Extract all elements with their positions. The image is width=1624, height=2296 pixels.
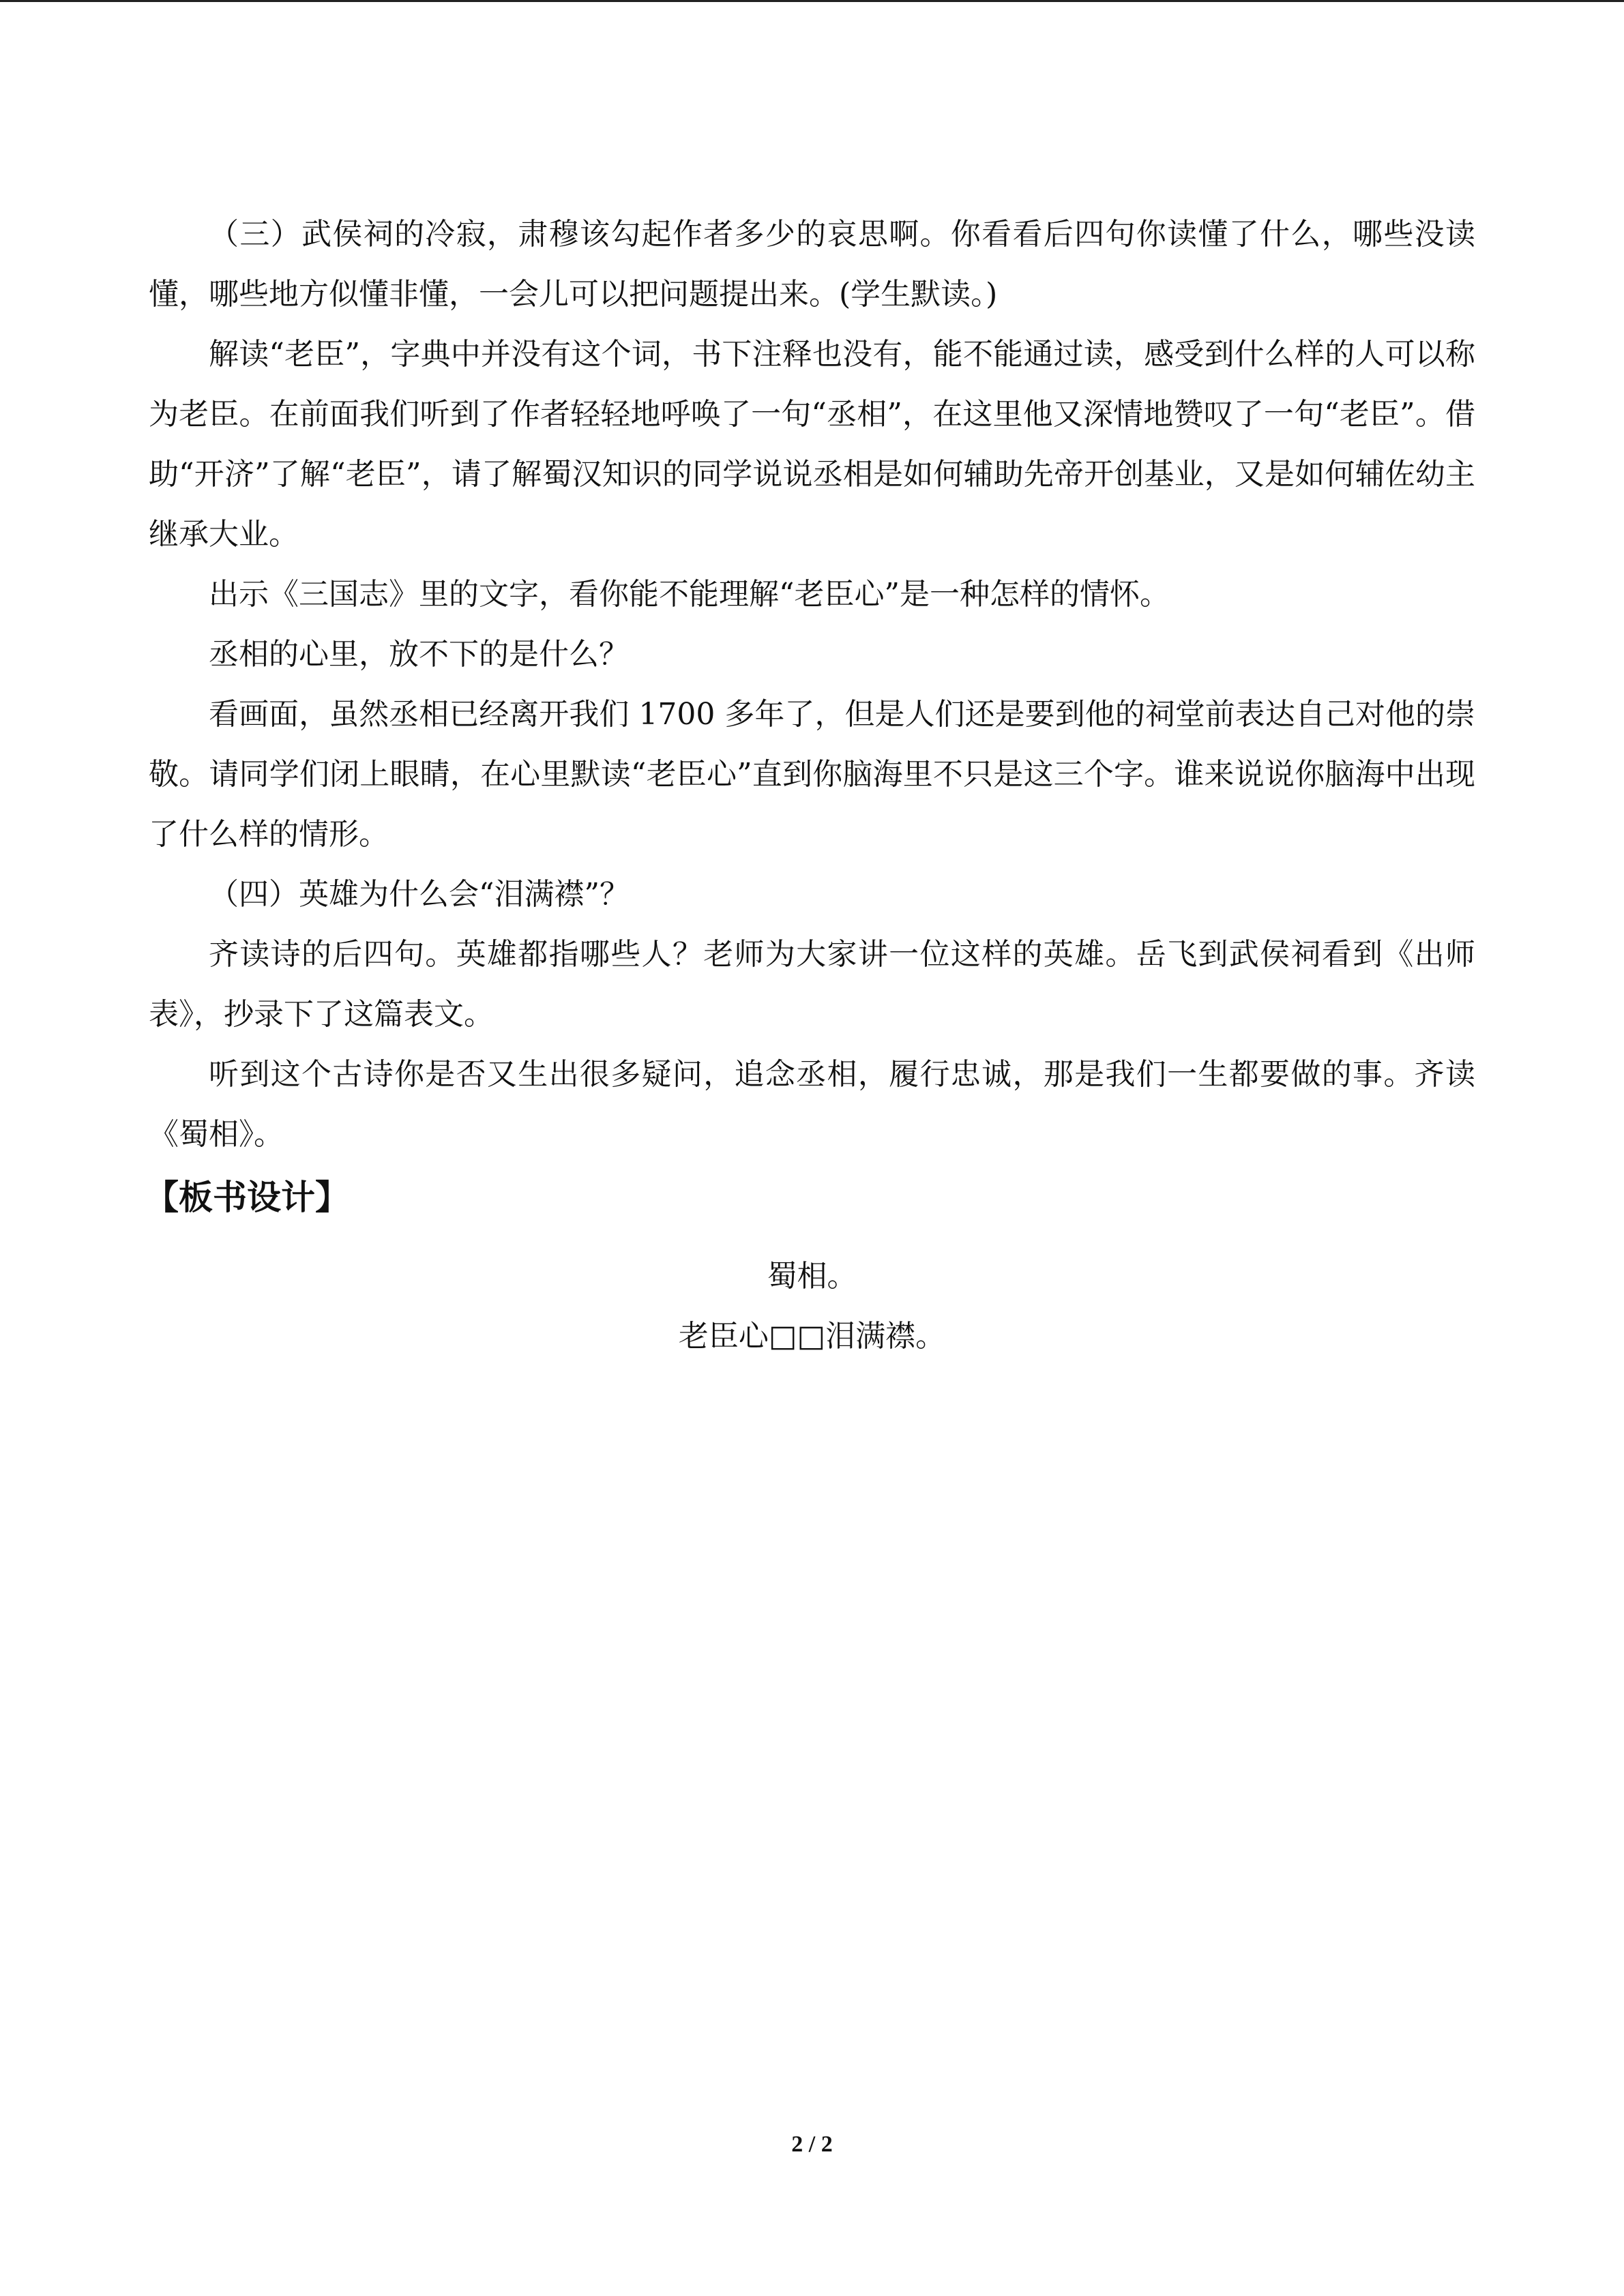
paragraph-picture: 看画面，虽然丞相已经离开我们 1700 多年了，但是人们还是要到他的祠堂前表达自己对他的崇敬。请同学们闭上眼睛，在心里默读“老臣心”直到你脑海里不只是这三个字。谁来说说你脑海中出现了什么样的情形。 xyxy=(149,697,1475,852)
paragraph-sanguozhi: 出示《三国志》里的文字，看你能不能理解“老臣心”是一种怎样的情怀。 xyxy=(209,577,1170,612)
board-line-title: 蜀相。 xyxy=(767,1259,857,1294)
top-border-line xyxy=(0,0,1624,2)
board-line-summary: 老臣心□□泪满襟。 xyxy=(678,1319,946,1354)
page-number: 2 / 2 xyxy=(791,2132,833,2157)
board-design xyxy=(149,1247,1475,1367)
paragraph-heroes: 齐读诗的后四句。英雄都指哪些人？老师为大家讲一位这样的英雄。岳飞到武侯祠看到《出师表》，抄录下了这篇表文。 xyxy=(149,937,1475,1032)
paragraph-section-four: （四）英雄为什么会“泪满襟”？ xyxy=(209,877,630,912)
paragraph-closing: 听到这个古诗你是否又生出很多疑问，追念丞相，履行忠诚，那是我们一生都要做的事。齐读《蜀相》。 xyxy=(149,1057,1475,1152)
paragraph-section-three: （三）武侯祠的冷寂，肃穆该勾起作者多少的哀思啊。你看看后四句你读懂了什么，哪些没读懂，哪些地方似懂非懂，一会儿可以把问题提出来。(学生默读。) xyxy=(149,217,1475,312)
paragraph-old-minister: 解读“老臣”，字典中并没有这个词，书下注释也没有，能不能通过读，感受到什么样的人可以称为老臣。在前面我们听到了作者轻轻地呼唤了一句“丞相”，在这里他又深情地赞叹了一句“老臣”。借助“开济”了解“老臣”，请了解蜀汉知识的同学说说丞相是如何辅助先帝开创基业，又是如何辅佐幼主继承大业。 xyxy=(149,337,1475,552)
document-body xyxy=(145,205,1475,1367)
paragraph-question: 丞相的心里，放不下的是什么？ xyxy=(209,637,629,672)
section-heading-board-design: 【板书设计】 xyxy=(145,1178,349,1217)
